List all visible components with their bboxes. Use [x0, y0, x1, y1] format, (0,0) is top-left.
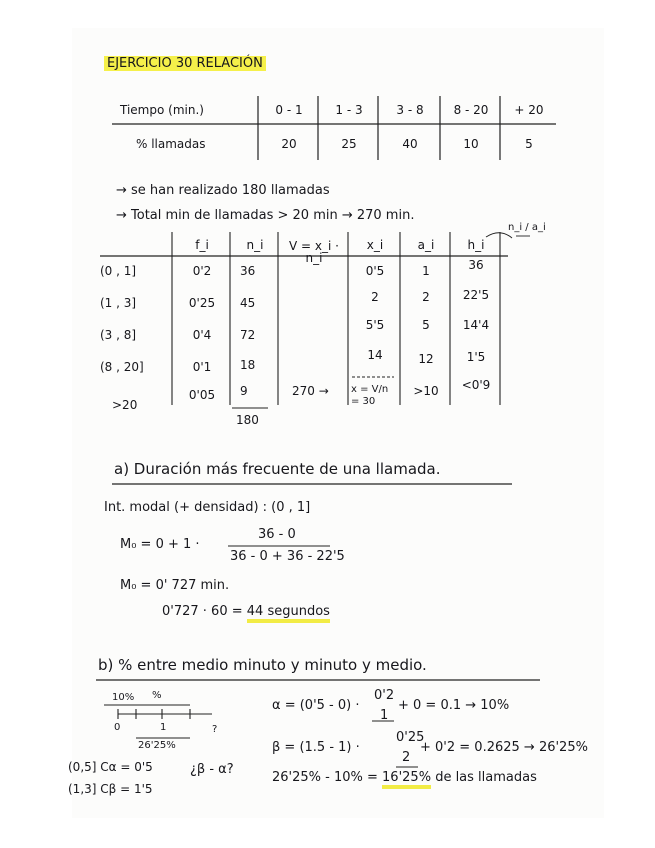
table2-n-total: 180: [236, 413, 259, 427]
table1-col-0: 0 - 1: [275, 103, 303, 117]
table2-header-f: f_i: [195, 238, 209, 252]
part-b-beta-lhs: β = (1.5 - 1) ·: [272, 740, 360, 755]
part-b-alpha-rhs: + 0 = 0.1 → 10%: [398, 698, 510, 713]
table2-f-1: 0'25: [188, 296, 216, 310]
part-b-beta-numerator: 0'25: [396, 730, 425, 745]
part-b-answer: 16'25%: [382, 770, 431, 789]
part-a-result-minutes: M₀ = 0' 727 min.: [120, 578, 230, 593]
table1-col-1: 1 - 3: [335, 103, 363, 117]
part-a-modal-interval: Int. modal (+ densidad) : (0 , 1]: [104, 500, 311, 515]
table2-f-0: 0'2: [192, 264, 212, 278]
part-b-sketch-label-4: ?: [212, 724, 218, 735]
table2-n-3: 18: [240, 358, 256, 372]
table1-row-header: Tiempo (min.): [120, 103, 204, 117]
table2-x-1: 2: [371, 290, 379, 304]
table2-a-2: 5: [422, 318, 430, 332]
part-b-sketch-label-2: 0: [114, 722, 121, 733]
part-a-result-seconds-pre: 0'727 · 60 =: [162, 604, 243, 619]
exercise-title: [104, 56, 266, 72]
part-a-result-seconds: [162, 604, 330, 620]
table1-val-4: 5: [525, 137, 533, 151]
table2-n-1: 45: [240, 296, 256, 310]
table1-val-1: 25: [341, 137, 357, 151]
table2-header-h: h_i: [467, 238, 485, 252]
part-b-question: ¿β - α?: [190, 762, 234, 777]
part-b-final-line: [272, 770, 537, 786]
table2-header-n: n_i: [246, 238, 264, 252]
part-b-sketch-label-1: %: [152, 690, 162, 701]
part-a-formula-numerator: 36 - 0: [258, 527, 296, 542]
part-a-formula-denominator: 36 - 0 + 36 - 22'5: [230, 549, 345, 564]
table2-a-1: 2: [422, 290, 430, 304]
table2-n-2: 72: [240, 328, 256, 342]
part-b-alpha-lhs: α = (0'5 - 0) ·: [272, 698, 360, 713]
table2-header-v: V = x_i · n_i: [289, 239, 339, 265]
part-b-heading: b) % entre medio minuto y minuto y medio.: [98, 656, 427, 674]
table2-n-4: 9: [240, 384, 248, 398]
table2-a-3: 12: [418, 352, 434, 366]
part-b-condition-alpha: (0,5] Cα = 0'5: [68, 760, 153, 774]
table2-h-0: 36: [468, 258, 484, 272]
table1-col-3: 8 - 20: [453, 103, 489, 117]
table2-a-0: 1: [422, 264, 430, 278]
table2-f-3: 0'1: [192, 360, 212, 374]
part-b-sketch-label-5: 26'25%: [138, 740, 176, 751]
table2-f-4: 0'05: [188, 388, 216, 402]
part-a-heading: a) Duración más frecuente de una llamada.: [114, 460, 441, 478]
table1-col-2: 3 - 8: [396, 103, 424, 117]
part-b-final-post: de las llamadas: [435, 770, 537, 785]
table2-header-a: a_i: [417, 238, 435, 252]
part-b-sketch-label-3: 1: [160, 722, 167, 733]
part-a-answer: 44 segundos: [247, 604, 330, 623]
table1-row-label: % llamadas: [136, 137, 206, 151]
table1-col-4: + 20: [514, 103, 544, 117]
table2-x-0: 0'5: [365, 264, 385, 278]
table2-x-3: 14: [367, 348, 383, 362]
table2-h-1: 22'5: [462, 288, 490, 302]
table2-interval-3: (8 , 20]: [100, 360, 144, 374]
table2-interval-1: (1 , 3]: [100, 296, 137, 310]
table2-v-last: 270 →: [292, 384, 329, 398]
table2-h-2: 14'4: [462, 318, 490, 332]
table2-a-4: >10: [413, 384, 439, 398]
part-b-beta-denominator: 2: [402, 750, 411, 765]
table2-arrow-note: n_i / a_i: [508, 222, 546, 233]
table2-header-x: x_i: [366, 238, 384, 252]
table2-x-4: x = V/n = 30: [351, 384, 389, 407]
table2-x-2: 5'5: [365, 318, 385, 332]
table2-h-3: 1'5: [466, 350, 486, 364]
exercise-title-text: EJERCICIO 30 RELACIÓN: [104, 56, 266, 71]
table2-interval-4: >20: [112, 398, 138, 412]
table1-val-2: 40: [402, 137, 418, 151]
part-b-beta-rhs: + 0'2 = 0.2625 → 26'25%: [420, 740, 588, 755]
table2-n-0: 36: [240, 264, 256, 278]
table2-f-2: 0'4: [192, 328, 212, 342]
table2-interval-2: (3 , 8]: [100, 328, 137, 342]
part-b-final-pre: 26'25% - 10% =: [272, 770, 378, 785]
part-b-alpha-denominator: 1: [380, 708, 389, 723]
part-b-sketch-label-0: 10%: [112, 692, 135, 703]
table1-val-3: 10: [463, 137, 479, 151]
note-line-1: → se han realizado 180 llamadas: [116, 183, 330, 198]
table2-interval-0: (0 , 1]: [100, 264, 137, 278]
part-b-condition-beta: (1,3] Cβ = 1'5: [68, 782, 153, 796]
note-line-2: → Total min de llamadas > 20 min → 270 min.: [116, 208, 415, 223]
part-a-formula-lhs: M₀ = 0 + 1 ·: [120, 537, 200, 552]
table2-h-4: <0'9: [461, 378, 491, 392]
part-b-alpha-numerator: 0'2: [374, 688, 395, 703]
table1-val-0: 20: [281, 137, 297, 151]
